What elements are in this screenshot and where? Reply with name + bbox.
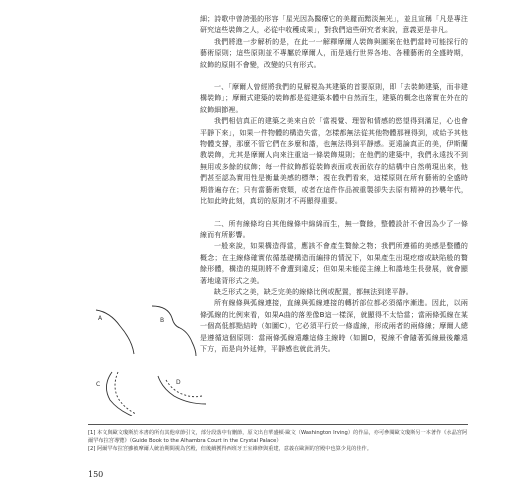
paragraph: 細；詩歌中曾誇張的形容「星光因為醫療它的美麗而黯淡無光」，並且宣稱「凡是專注研究這些裝飾之人，必從中收穫成果」，對我們這些研究者來說，意義更是非凡。: [200, 15, 468, 35]
label-b: B: [160, 317, 165, 324]
paragraph: 一、「摩爾人曾經將我們的見解視為其建築的首要原則，即「去裝飾建築，而非建構裝飾」；摩爾式建築的裝飾都是從建築本體中自然而生，建築的概念也落實在外在的紋飾細節裡。: [200, 83, 468, 114]
paragraph: 所有線條與弧線連接，直線與弧線連接的轉折部位都必須循序漸進。因此，以兩條弧線的比例來看，如果A曲的落差像B這一樣深，就顯得不太恰當；當兩條弧線在某一個高低都點結時（如圖C），它必須平行於一條虛線，形成兩者的兩條線；摩爾人總是遵循這個原則：當兩條弧線遠離這條主線時（如圖D，視線不會隨著弧線最後離遠下方，而是向外延伸，平靜感也就此消失。: [200, 299, 468, 353]
footnote: [2] 阿爾罕布拉宮雖被摩爾人統治期間視為宮殿，但後續獲得西班牙王室維修與重建，意義在歐洲的宮殿中也算少見的佳作。: [88, 446, 372, 452]
paragraph: 缺乏形式之美，缺乏完美的線條比例或配置，都無法到達平靜。: [214, 287, 413, 296]
body-text: [200, 14, 468, 355]
curve-b: [152, 306, 196, 356]
paragraph: 我們相信真正的建築之美來自於「當視覺、理智和情感的慾望得到滿足，心也會平靜下來」，如果一件物體的構造失當，怎樣都無法從其他物體那裡得到，或給予其他物體支撐，那麼不管它們在多麼和諧，也無法得到平靜感。更遠論真正的美，伊斯蘭教裝飾，尤其是摩爾人向來注重這一條裝飾規則；在他們的建築中，我們永遠找不到無用或多餘的紋飾；每一件紋飾都從裝飾表面或表面依存的結構中自然萌現出來，他們甚至認為實用性是衡量美感的標準；視在我們看來，這樣原則在所有藝術的全盛時期普遍存在；只有當藝術衰頹，或者在這件作品被重製卻失去原有精神的抄襲年代，比如此時此刻，真切的原則才不再顯得重要。: [200, 117, 468, 206]
footnote: [1] 本文與歐文瓊斯於本書的所有其他章節引文，部分段落中有刪節，原文出自華盛頓·歐文（Washington Irving）的作品，亦可參閱歐文瓊斯另一本著作《水晶宮阿爾罕布拉宮導覽》（Guide Book to the Alhambra Court in the Crystal Palace）: [88, 430, 468, 444]
footnotes: [88, 429, 468, 453]
paragraph: 我們將進一步解析的是，在此一一解釋摩爾人裝飾與圖案在他們當時可能採行的藝術原則；這些原則並不專屬於摩爾人，而是通行世界各地、各種藝術的全盛時期，紋飾的原則不會變，改變的只有形式。: [200, 37, 468, 69]
curve-d: [158, 376, 206, 404]
curve-diagram: [88, 276, 218, 416]
label-d: D: [176, 379, 181, 386]
paragraph: 一般來說，如果構造得當，應該不會產生贅餘之物；我們所遵循的美感是整體的概念；在主線條確實依循基礎構造而編排的情況下，如果產生出現疙瘩或缺陷般的贅餘形體，構造的規則將不會遭到違反；但如果未能從主線上和諧地生長發展，就會顯著地違背形式之美。: [200, 242, 468, 285]
page-number: 150: [88, 470, 104, 479]
label-c: C: [96, 381, 101, 388]
curve-c: [106, 372, 132, 416]
footnote-divider: [88, 424, 468, 425]
label-a: A: [98, 315, 103, 322]
paragraph: 二、所有線條均自其他線條中綿綿而生，無一贅餘，整體設計不會因為少了一條線而有所影響。: [200, 219, 468, 239]
